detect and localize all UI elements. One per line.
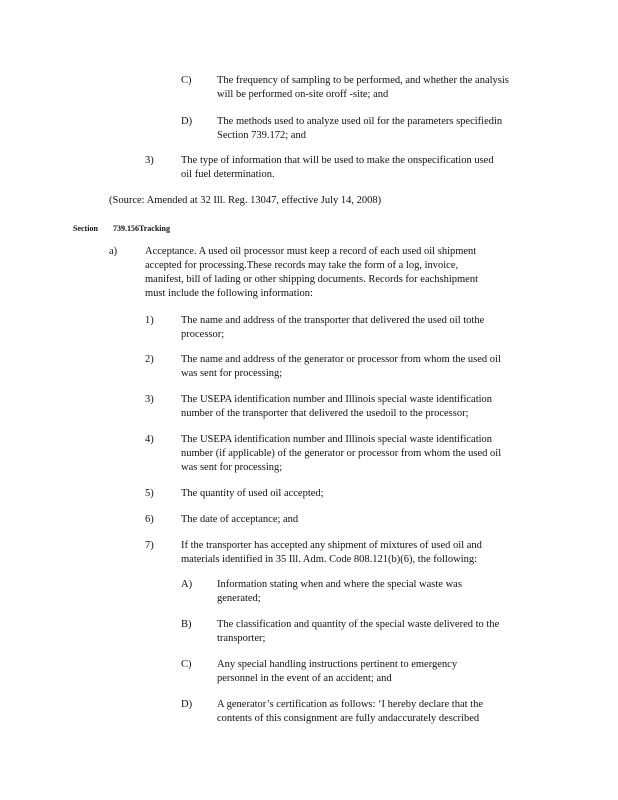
item-text: The type of information that will be used to make the onspecification used oil fuel determination.: [181, 155, 494, 180]
numbered-label: 3): [145, 394, 154, 405]
lettered-text: Any special handling instructions pertinent to emergency personnel in the event of an accident; and: [217, 659, 458, 684]
item-label: D): [181, 116, 193, 127]
section-title: 739.156Tracking: [113, 224, 170, 233]
item-text: The methods used to analyze used oil for the parameters specifiedin Section 739.172; and: [217, 116, 503, 141]
numbered-label: 1): [145, 315, 154, 326]
numbered-label: 5): [145, 488, 154, 499]
section-label: Section: [73, 224, 98, 233]
numbered-label: 7): [145, 540, 154, 551]
subsection-label: a): [109, 246, 118, 257]
item-text: The frequency of sampling to be performed, and whether the analysis will be performed on-site oroff -site; and: [217, 75, 509, 100]
numbered-text: The USEPA identification number and Illinois special waste identification number (if applicable) of the generator or processor from whom the used oil was sent for processing;: [181, 434, 502, 473]
numbered-text: The USEPA identification number and Illinois special waste identification number of the transporter that delivered the usedoil to the processor;: [181, 394, 493, 419]
numbered-text: The date of acceptance; and: [181, 514, 299, 525]
lettered-text: Information stating when and where the special waste was generated;: [217, 579, 462, 604]
numbered-label: 6): [145, 514, 154, 525]
numbered-text: If the transporter has accepted any shipment of mixtures of used oil and materials identified in 35 Ill. Adm. Code 808.121(b)(6), the following:: [181, 540, 482, 565]
lettered-text: The classification and quantity of the special waste delivered to the transporter;: [217, 619, 500, 644]
lettered-label: C): [181, 659, 192, 670]
subsection-text: Acceptance. A used oil processor must keep a record of each used oil shipment accepted for processing.These records may take the form of a log, invoice, manifest, bill of lading or other shipping documents. Records for eachshipment must include the following information:: [145, 246, 479, 299]
numbered-text: The quantity of used oil accepted;: [181, 488, 324, 499]
item-label: C): [181, 75, 192, 86]
numbered-label: 4): [145, 434, 154, 445]
numbered-text: The name and address of the transporter that delivered the used oil tothe processor;: [181, 315, 485, 340]
lettered-label: B): [181, 619, 192, 630]
item-label: 3): [145, 155, 154, 166]
numbered-text: The name and address of the generator or processor from whom the used oil was sent for processing;: [181, 354, 501, 379]
lettered-label: A): [181, 579, 193, 590]
source-note: (Source: Amended at 32 Ill. Reg. 13047, effective July 14, 2008): [109, 195, 382, 206]
numbered-label: 2): [145, 354, 154, 365]
lettered-text: A generator’s certification as follows: ‘I hereby declare that the contents of this consignment are fully andaccurately described: [217, 699, 483, 724]
lettered-label: D): [181, 699, 193, 710]
